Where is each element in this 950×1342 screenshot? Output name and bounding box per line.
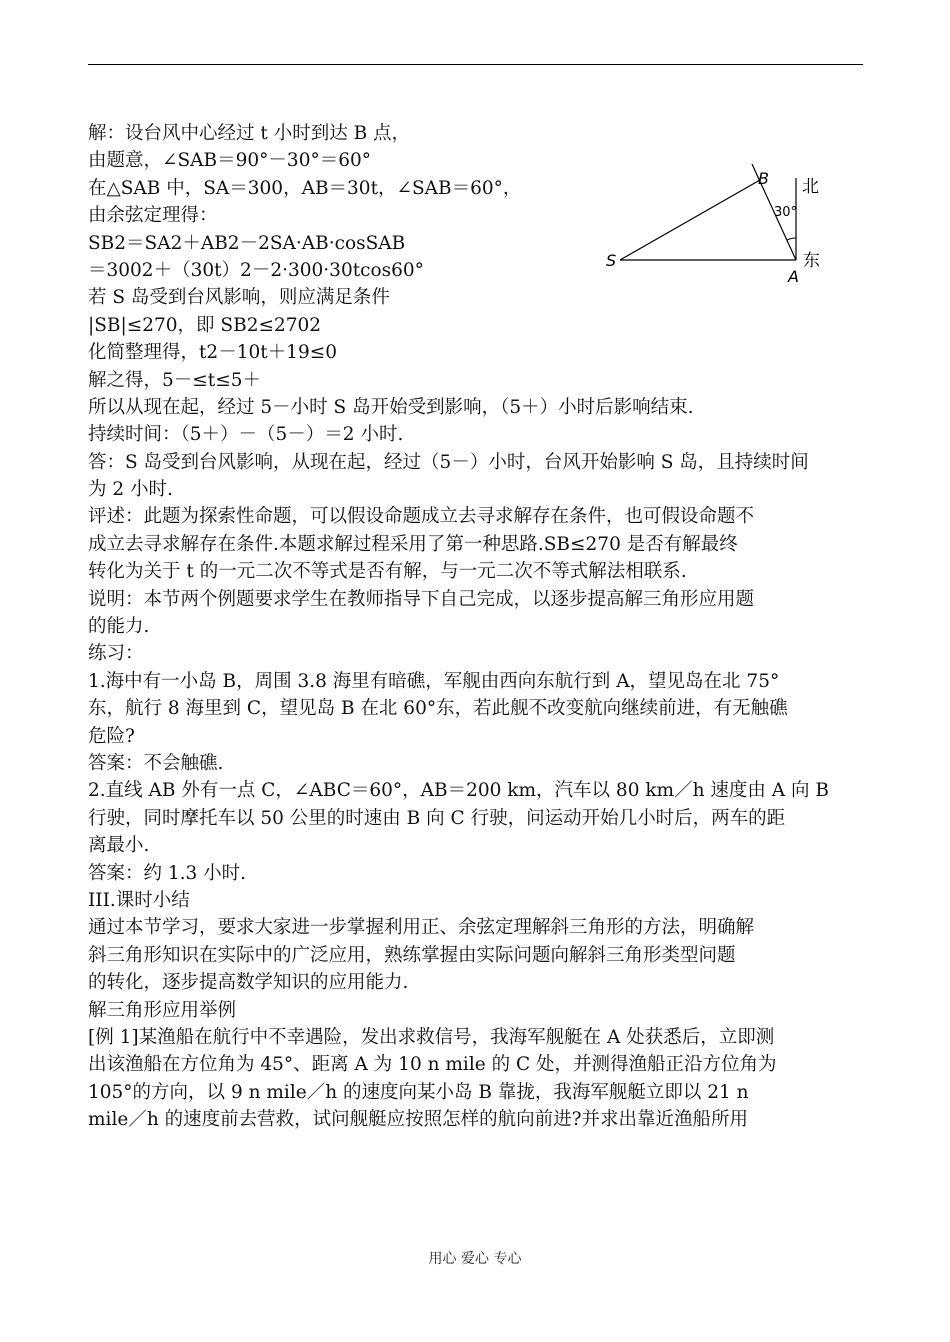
text-line: 2.直线 AB 外有一点 C，∠ABC＝60°，AB＝200 km，汽车以 80 km／h 速度由 A 向 B <box>88 780 829 802</box>
text-line: 105°的方向，以 9 n mile／h 的速度向某小岛 B 靠拢，我海军舰艇立即以 21 n <box>88 1081 749 1103</box>
text-line: 通过本节学习，要求大家进一步掌握利用正、余弦定理解斜三角形的方法，明确解 <box>88 917 755 939</box>
label-east: 东 <box>803 251 820 271</box>
text-line: 转化为关于 t 的一元二次不等式是否有解，与一元二次不等式解法相联系. <box>88 561 687 583</box>
text-line: ＝3002＋（30t）2－2·300·30tcos60° <box>88 259 424 281</box>
section-heading: 练习： <box>88 643 144 665</box>
text-line: 答案：约 1.3 小时. <box>88 862 247 884</box>
text-line: [例 1]某渔船在航行中不幸遇险，发出求救信号，我海军舰艇在 A 处获悉后，立即测 <box>88 1026 775 1048</box>
text-line: |SB|≤270，即 SB2≤2702 <box>88 314 322 336</box>
text-line: 化简整理得，t2－10t＋19≤0 <box>88 342 337 364</box>
text-line: 所以从现在起，经过 5－小时 S 岛开始受到影响，（5＋）小时后影响结束. <box>88 396 694 418</box>
text-line: 解：设台风中心经过 t 小时到达 B 点， <box>88 123 411 144</box>
text-line: 斜三角形知识在实际中的广泛应用，熟练掌握由实际问题向解斜三角形类型问题 <box>88 944 736 966</box>
text-line: 答：S 岛受到台风影响，从现在起，经过（5－）小时，台风开始影响 S 岛，且持续时间 <box>88 451 809 473</box>
text-line: 答案：不会触礁. <box>88 752 224 774</box>
angle-label: 30° <box>774 205 798 220</box>
text-line: 由余弦定理得： <box>88 205 218 227</box>
text-line: 持续时间：（5＋）－（5－）＝2 小时. <box>88 424 404 446</box>
text-line: 解之得，5－≤t≤5＋ <box>88 369 261 391</box>
text-line: 出该渔船在方位角为 45°、距离 A 为 10 n mile 的 C 处，并测得渔船正沿方位角为 <box>88 1054 777 1076</box>
angle-arc <box>787 238 796 240</box>
section-heading: 解三角形应用举例 <box>88 999 237 1021</box>
text-line: 东，航行 8 海里到 C，望见岛 B 在北 60°东，若此舰不改变航向继续前进，有无触礁 <box>88 698 788 720</box>
label-north: 北 <box>802 177 819 197</box>
text-line: 成立去寻求解存在条件.本题求解过程采用了第一种思路.SB≤270 是否有解最终 <box>88 533 738 555</box>
text-line: 行驶，同时摩托车以 50 公里的时速由 B 向 C 行驶，问运动开始几小时后，两车的距 <box>88 807 786 829</box>
text-line: 1.海中有一小岛 B，周围 3.8 海里有暗礁，军舰由西向东航行到 A，望见岛在北 75° <box>88 670 780 692</box>
text-line: 由题意，∠SAB＝90°－30°＝60° <box>88 150 372 172</box>
text-line: mile／h 的速度前去营救，试问舰艇应按照怎样的航向前进?并求出靠近渔船所用 <box>88 1109 749 1131</box>
label-s: S <box>606 251 617 270</box>
text-line: 的能力. <box>88 616 150 638</box>
triangle-diagram <box>600 160 840 290</box>
text-line: 离最小. <box>88 835 150 857</box>
label-a: A <box>788 267 799 286</box>
text-line: 为 2 小时. <box>88 479 173 501</box>
label-b: B <box>758 169 769 188</box>
line-sb <box>620 180 760 260</box>
text-line: 若 S 岛受到台风影响，则应满足条件 <box>88 287 390 309</box>
header-rule <box>88 64 863 65</box>
text-line: 危险? <box>88 725 135 747</box>
text-line: 在△SAB 中，SA＝300，AB＝30t，∠SAB＝60°， <box>88 177 522 199</box>
text-line: SB2＝SA2＋AB2－2SA·AB·cosSAB <box>88 232 406 254</box>
page-footer: 用心 爱心 专心 <box>428 1251 522 1267</box>
text-line: 说明：本节两个例题要求学生在教师指导下自己完成，以逐步提高解三角形应用题 <box>88 588 755 610</box>
text-line: 的转化，逐步提高数学知识的应用能力. <box>88 972 409 994</box>
section-heading: III.课时小结 <box>88 889 190 911</box>
text-line: 评述：此题为探索性命题，可以假设命题成立去寻求解存在条件，也可假设命题不 <box>88 506 755 528</box>
